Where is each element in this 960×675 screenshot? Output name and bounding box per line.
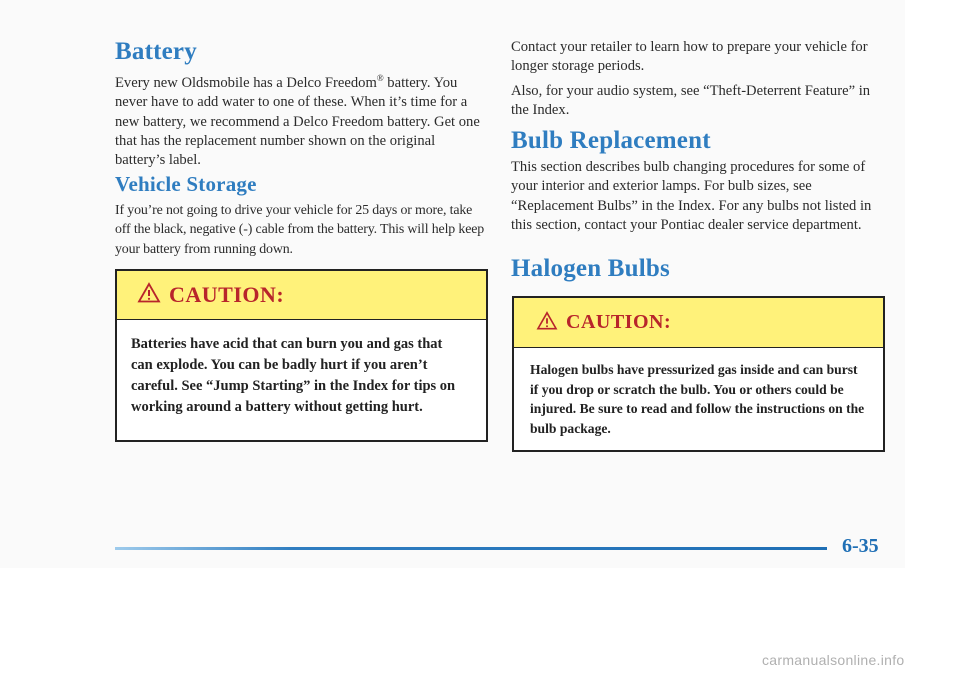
caution-header: [514, 298, 883, 348]
vehicle-storage-paragraph: If you’re not going to drive your vehicle for 25 days or more, take off the black, negative (-) cable from the battery. This will help keep your battery from running down.: [115, 203, 485, 257]
warning-triangle-icon: [137, 282, 161, 308]
caution-text: Halogen bulbs have pressurized gas inside and can burst if you drop or scratch the bulb. You or others could be injured. Be sure to read and follow the instructions on the bulb package.: [530, 362, 865, 436]
caution-box-battery: [115, 269, 488, 442]
registered-mark: ®: [376, 73, 384, 83]
caution-header: [117, 271, 486, 320]
battery-paragraph: [115, 69, 487, 171]
bulb-replacement-paragraph: This section describes bulb changing procedures for some of your interior and exterior lamps. For bulb sizes, see “Replacement Bulbs” in the Index. For any bulbs not listed in this section, contact your Pontiac dealer service department.: [511, 159, 872, 234]
watermark: carmanualsonline.info: [762, 652, 905, 668]
bulb-replacement-heading: Bulb Replacement: [511, 127, 711, 154]
battery-paragraph-end: battery. You never have to add water to one of these. When it’s time for a new battery, we recommend a Delco Freedom battery. Get one that has the replacement number shown on the original battery’s label.: [115, 74, 480, 169]
battery-heading: Battery: [115, 38, 197, 65]
storage-contact-paragraph: Contact your retailer to learn how to prepare your vehicle for longer storage periods.: [511, 39, 868, 75]
footer-rule: [115, 547, 827, 550]
page-number: 6-35: [842, 535, 879, 557]
caution-box-halogen: [512, 296, 885, 452]
audio-system-paragraph: Also, for your audio system, see “Theft-Deterrent Feature” in the Index.: [511, 83, 871, 119]
caution-title: CAUTION:: [169, 282, 285, 307]
warning-triangle-icon: [536, 311, 558, 335]
caution-text: Batteries have acid that can burn you and gas that can explode. You can be badly hurt if you aren’t careful. See “Jump Starting” in the Index for tips on working around a battery without getting hurt.: [131, 336, 456, 415]
caution-title: CAUTION:: [566, 311, 672, 333]
halogen-bulbs-heading: Halogen Bulbs: [511, 255, 670, 282]
vehicle-storage-heading: Vehicle Storage: [115, 172, 257, 196]
battery-paragraph-start: Every new Oldsmobile has a Delco Freedom: [115, 74, 377, 91]
